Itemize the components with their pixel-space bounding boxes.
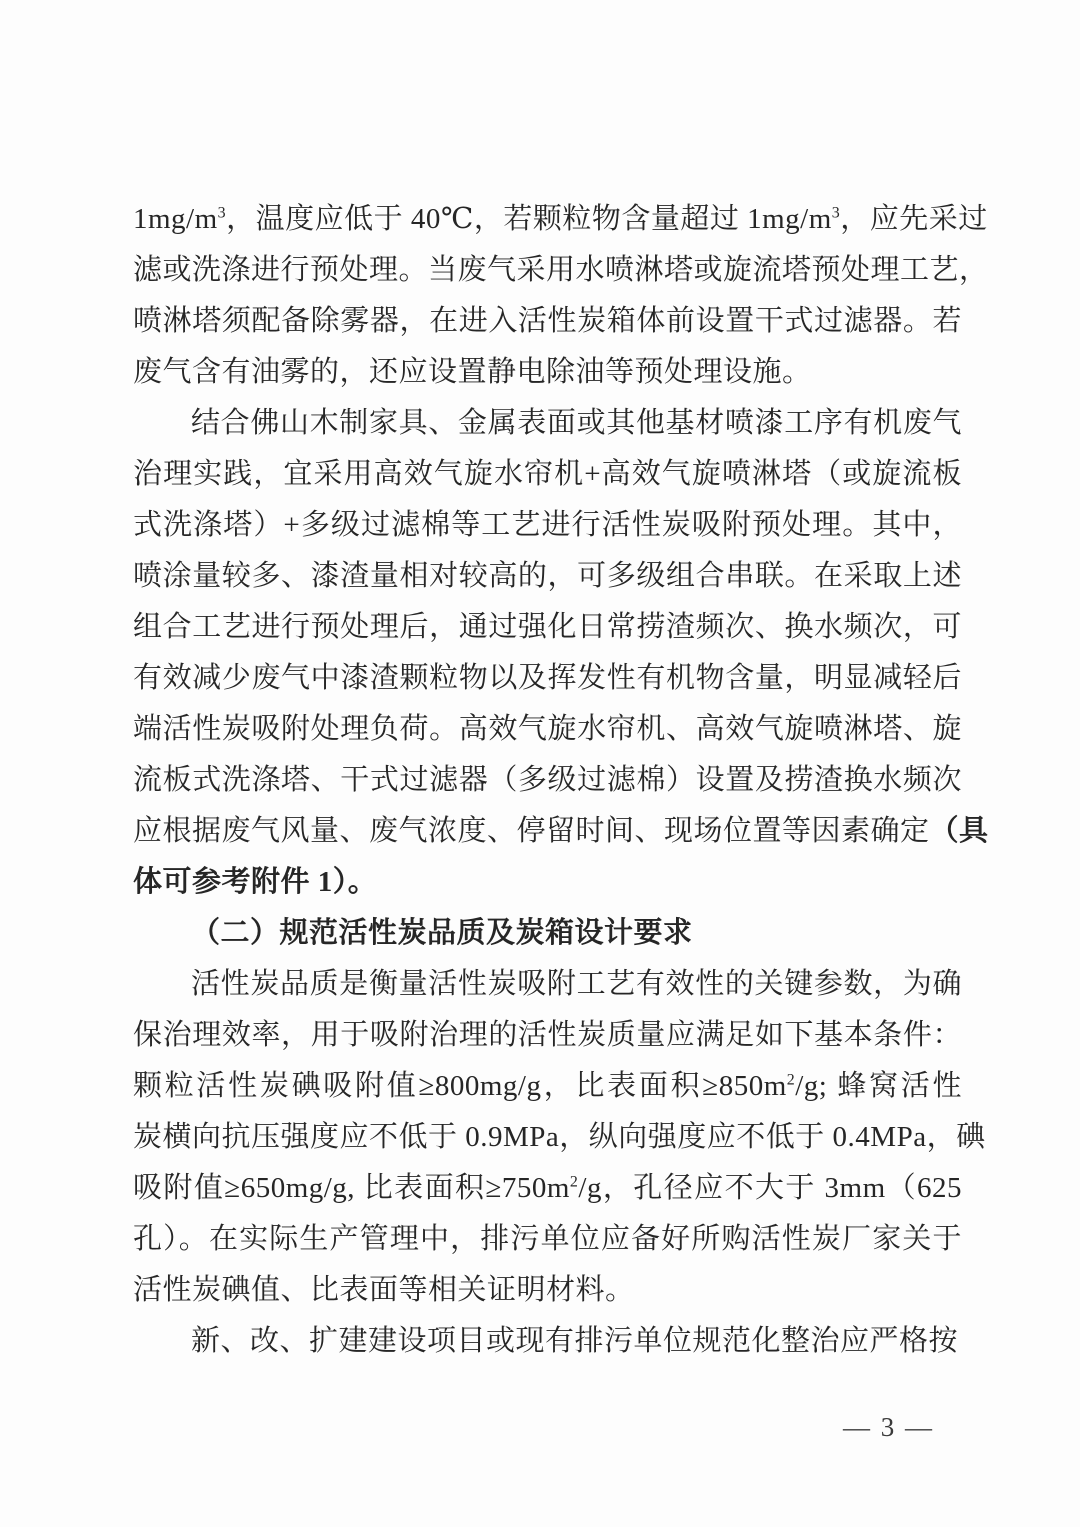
para-pretreatment-requirements-continued <box>133 194 989 398</box>
para-new-projects <box>133 1316 962 1367</box>
text-segment: 滤或洗涤进行预处理。当废气采用水喷淋塔或旋流塔预处理工艺， <box>133 254 989 286</box>
text-line <box>133 245 989 296</box>
text-segment: 废气含有油雾的，还应设置静电除油等预处理设施。 <box>133 356 812 388</box>
superscript: 2 <box>786 1071 796 1089</box>
text-segment: /g，孔径应不大于 3mm（625 <box>578 1172 962 1204</box>
text-segment: 1mg/m <box>133 203 218 235</box>
text-line <box>133 653 962 704</box>
text-segment: 活性炭碘值、比表面等相关证明材料。 <box>133 1274 635 1306</box>
text-line <box>133 347 962 398</box>
text-line <box>133 602 962 653</box>
para-carbon-quality-requirements <box>133 959 986 1316</box>
text-segment: 孔）。在实际生产管理中，排污单位应备好所购活性炭厂家关于 <box>133 1223 962 1255</box>
text-segment: 体可参考附件 1）。 <box>133 866 378 898</box>
page-number: — 3 — <box>843 1412 934 1442</box>
text-segment: 结合佛山木制家具、金属表面或其他基材喷漆工序有机废气 <box>191 407 962 439</box>
text-segment: 颗粒活性炭碘吸附值≥800mg/g，比表面积≥850m <box>133 1070 787 1102</box>
text-segment: 有效减少废气中漆渣颗粒物以及挥发性有机物含量，明显减轻后 <box>133 662 962 694</box>
text-segment: 吸附值≥650mg/g, 比表面积≥750m <box>133 1172 570 1204</box>
text-line <box>133 908 962 959</box>
para-foshan-practice <box>133 398 989 908</box>
text-line <box>133 704 962 755</box>
text-line <box>133 296 962 347</box>
text-segment: ，应先采过 <box>840 203 988 235</box>
text-line <box>133 959 962 1010</box>
text-line <box>133 1163 962 1214</box>
text-segment: 新、改、扩建建设项目或现有排污单位规范化整治应严格按 <box>191 1325 959 1357</box>
text-segment: 式洗涤塔）+多级过滤棉等工艺进行活性炭吸附预处理。其中， <box>133 509 962 541</box>
text-segment: 应根据废气风量、废气浓度、停留时间、现场位置等因素确定 <box>133 815 930 847</box>
text-segment: 组合工艺进行预处理后，通过强化日常捞渣频次、换水频次，可 <box>133 611 962 643</box>
text-segment: 保治理效率，用于吸附治理的活性炭质量应满足如下基本条件： <box>133 1019 962 1051</box>
text-line <box>133 857 962 908</box>
text-segment: 端活性炭吸附处理负荷。高效气旋水帘机、高效气旋喷淋塔、旋 <box>133 713 962 745</box>
text-segment: 喷淋塔须配备除雾器，在进入活性炭箱体前设置干式过滤器。若 <box>133 305 962 337</box>
text-line <box>133 1112 986 1163</box>
text-segment: 喷涂量较多、漆渣量相对较高的，可多级组合串联。在采取上述 <box>133 560 962 592</box>
text-line <box>133 1214 962 1265</box>
text-line <box>133 755 962 806</box>
text-line <box>133 398 962 449</box>
text-segment: （二）规范活性炭品质及炭箱设计要求 <box>191 917 693 949</box>
text-line <box>133 806 989 857</box>
text-line <box>133 1265 962 1316</box>
text-line <box>133 1061 962 1112</box>
superscript: 3 <box>217 204 227 222</box>
text-segment: 治理实践，宜采用高效气旋水帘机+高效气旋喷淋塔（或旋流板 <box>133 458 962 490</box>
section-heading-2 <box>133 908 962 959</box>
superscript: 2 <box>569 1173 579 1191</box>
text-line <box>133 1316 962 1367</box>
text-segment: （具 <box>929 815 989 847</box>
text-line <box>133 500 962 551</box>
text-line <box>133 1010 962 1061</box>
superscript: 3 <box>831 204 841 222</box>
text-segment: 炭横向抗压强度应不低于 0.9MPa，纵向强度应不低于 0.4MPa，碘 <box>133 1121 986 1153</box>
text-line <box>133 449 962 500</box>
text-segment: 流板式洗涤塔、干式过滤器（多级过滤棉）设置及捞渣换水频次 <box>133 764 962 796</box>
text-line <box>133 551 962 602</box>
text-segment: 活性炭品质是衡量活性炭吸附工艺有效性的关键参数，为确 <box>191 968 962 1000</box>
text-segment: ，温度应低于 40℃，若颗粒物含量超过 1mg/m <box>226 203 832 235</box>
text-line <box>133 194 988 245</box>
document-body <box>133 194 989 1367</box>
text-segment: /g; 蜂窝活性 <box>795 1070 962 1102</box>
